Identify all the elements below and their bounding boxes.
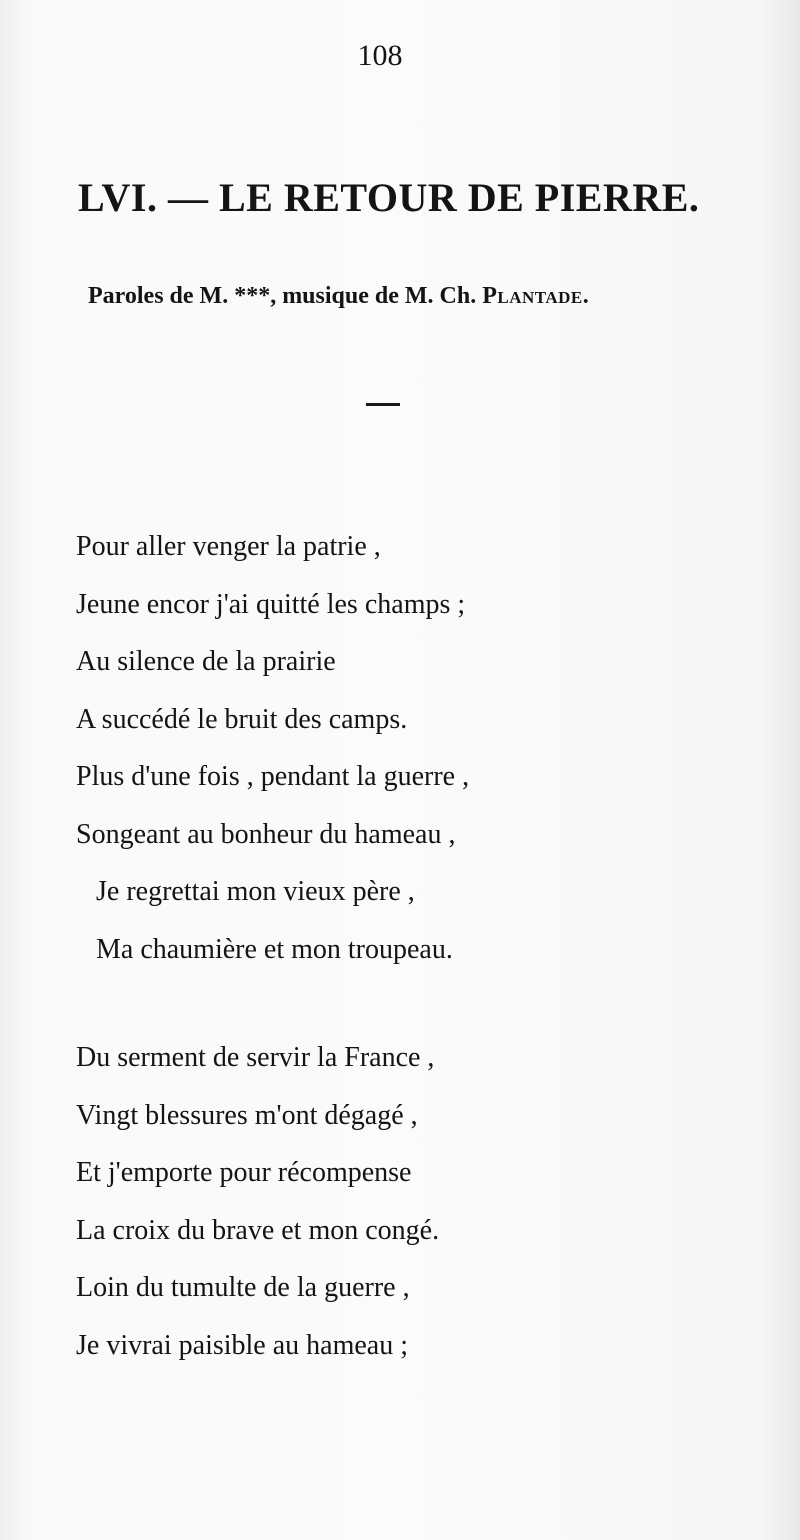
- verse-line: Vingt blessures m'ont dégagé ,: [76, 1099, 418, 1131]
- verse-line: Ma chaumière et mon troupeau.: [96, 933, 453, 965]
- stanza-1: [76, 518, 469, 978]
- credits-composer: Plantade: [482, 283, 583, 309]
- song-title: LVI. — LE RETOUR DE PIERRE.: [78, 175, 700, 220]
- verse-line: La croix du brave et mon congé.: [76, 1214, 440, 1246]
- verse-line: Je vivrai paisible au hameau ;: [76, 1329, 408, 1361]
- page-number: 108: [357, 39, 403, 72]
- song-credits: [88, 278, 589, 314]
- verse-line: Pour aller venger la patrie ,: [76, 531, 381, 562]
- verse-line: Songeant au bonheur du hameau ,: [76, 818, 456, 850]
- verse-line: Plus d'une fois , pendant la guerre ,: [76, 761, 470, 792]
- credits-lyricist: Paroles de M. ***, musique de M. Ch.: [88, 283, 483, 309]
- section-divider: [366, 403, 400, 406]
- verse-line: Jeune encor j'ai quitté les champs ;: [76, 588, 466, 620]
- verse-line: Et j'emporte pour récompense: [76, 1157, 412, 1188]
- verse-line: Je regrettai mon vieux père ,: [96, 876, 415, 907]
- verse-line: Loin du tumulte de la guerre ,: [76, 1272, 410, 1303]
- verse-line: A succédé le bruit des camps.: [76, 703, 408, 735]
- stanza-2: [76, 1029, 439, 1374]
- credits-end: .: [582, 283, 589, 309]
- verse-line: Au silence de la prairie: [76, 646, 336, 677]
- verse-line: Du serment de servir la France ,: [76, 1042, 435, 1073]
